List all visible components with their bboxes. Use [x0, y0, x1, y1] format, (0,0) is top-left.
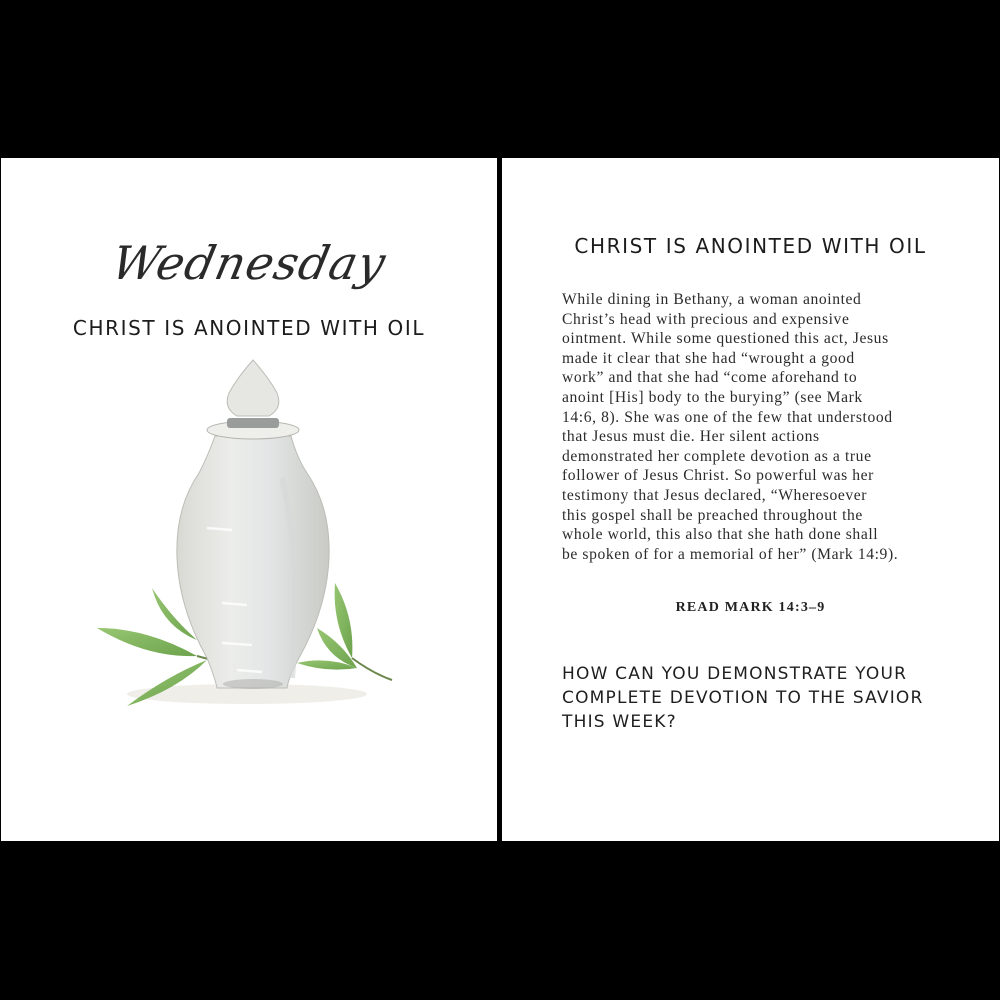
body-line: anoint [His] body to the burying” (see Mark: [562, 388, 863, 406]
body-line: demonstrated her complete devotion as a true: [562, 447, 872, 465]
front-card: [1, 158, 497, 841]
body-line: 14:6, 8). She was one of the few that understood: [562, 408, 893, 426]
devotional-body-text: [562, 290, 972, 564]
reflection-question: [562, 662, 982, 734]
body-line: testimony that Jesus declared, “Wheresoever: [562, 486, 868, 504]
scripture-reference: READ MARK 14:3–9: [675, 600, 826, 615]
question-line: THIS WEEK?: [562, 712, 677, 732]
body-line: be spoken of for a memorial of her” (Mark 14:9).: [562, 545, 899, 563]
body-line: While dining in Bethany, a woman anointed: [562, 291, 862, 308]
body-line: whole world, this also that she hath done shall: [562, 526, 879, 544]
body-line: ointment. While some questioned this act, Jesus: [562, 330, 889, 348]
front-card-title: CHRIST IS ANOINTED WITH OIL: [72, 316, 426, 340]
question-line: HOW CAN YOU DEMONSTRATE YOUR: [562, 664, 908, 684]
body-line: made it clear that she had “wrought a good: [562, 349, 855, 367]
back-card-title: CHRIST IS ANOINTED WITH OIL: [574, 234, 927, 258]
question-line: COMPLETE DEVOTION TO THE SAVIOR: [562, 688, 924, 708]
oil-jar-illustration: [87, 358, 407, 728]
body-line: follower of Jesus Christ. So powerful was her: [562, 467, 874, 485]
day-script-title: Wednesday: [106, 236, 391, 290]
body-line: work” and that she had “come aforehand to: [562, 369, 858, 387]
body-line: this gospel shall be preached throughout the: [562, 506, 863, 524]
body-line: that Jesus must die. Her silent actions: [562, 428, 820, 446]
back-card: [502, 158, 999, 841]
body-line: Christ’s head with precious and expensive: [562, 310, 850, 328]
